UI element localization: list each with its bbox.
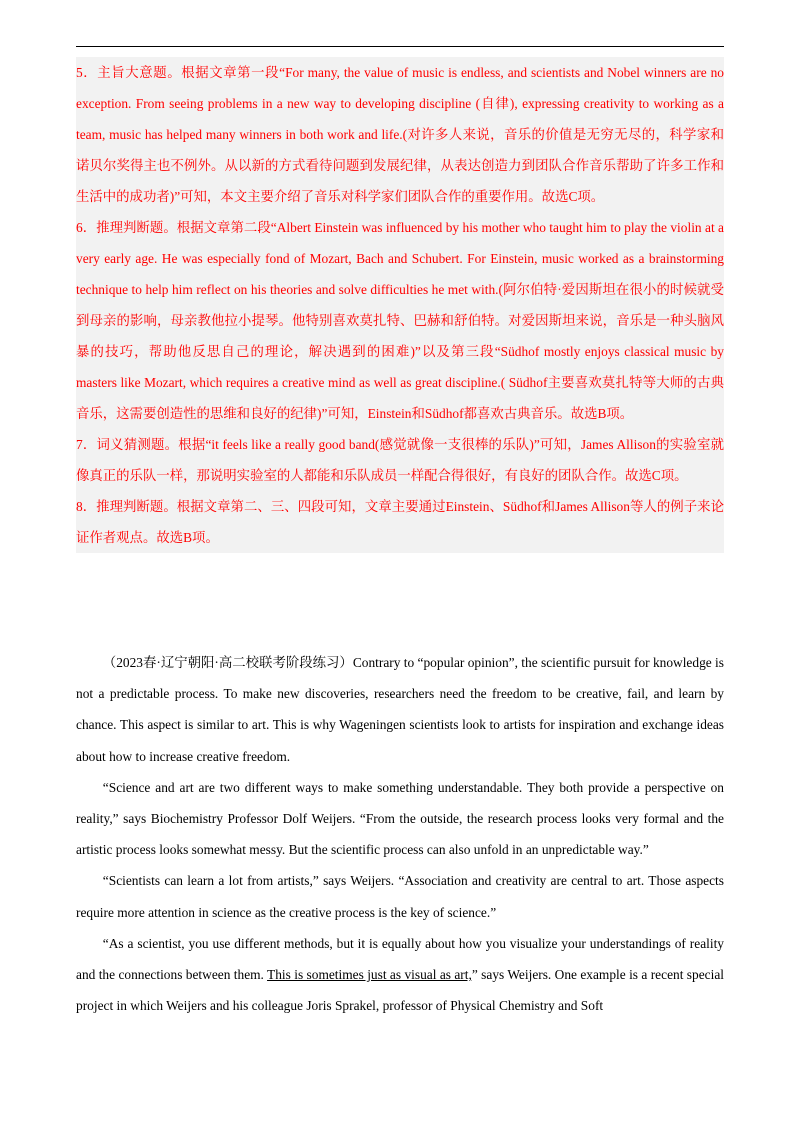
underlined-sentence: This is sometimes just as visual as art,: [267, 967, 472, 983]
passage-paragraph-3: “Scientists can learn a lot from artists,” says Weijers. “Association and creativity are central to art. Those aspects require more attention in science as the creative process is the key of science.”: [76, 873, 724, 920]
passage-p4-start: “As a scientist, you use different methods, but it is equally about how you visualize your understandings of reality and the connections between them.: [76, 935, 724, 983]
header-rule: [76, 46, 724, 47]
answer-6: 6．推理判断题。根据文章第二段“Albert Einstein was influenced by his mother who taught him to play the violin at a very early age. He was especially fond of Mozart, Bach and Schubert. For Einstein, music worked as a brainstorming technique to help him reflect on his theories and solve difficulties he met with.(阿尔伯特·爱因斯坦在很小的时候就受到母亲的影响，母亲教他拉小提琴。他特别喜欢莫扎特、巴赫和舒伯特。对爱因斯坦来说，音乐是一种头脑风暴的技巧，帮助他反思自己的理论，解决遇到的困难)”以及第三段“Südhof mostly enjoys classical music by masters like Mozart, which requires a creative mind as well as great discipline.( Südhof主要喜欢莫扎特等大师的古典音乐，这需要创造性的思维和良好的纪律)”可知，Einstein和Südhof都喜欢古典音乐。故选B项。: [76, 220, 724, 421]
passage-p4-end: ” says Weijers. One example is a recent special project in which Weijers and his colleague Joris Sprakel, professor of Physical Chemistry and Soft: [76, 967, 724, 1014]
passage-paragraph-2: “Science and art are two different ways to make something understandable. They both provide a perspective on reality,” says Biochemistry Professor Dolf Weijers. “From the outside, the research process looks very formal and the artistic process looks somewhat messy. But the scientific process can also unfold in an unpredictable way.”: [76, 779, 724, 858]
reading-passage: [76, 647, 724, 1021]
answer-7: 7．词义猜测题。根据“it feels like a really good band(感觉就像一支很棒的乐队)”可知，James Allison的实验室就像真正的乐队一样，那说明实验室的人都能和乐队成员一样配合得很好，有良好的团队合作。故选C项。: [76, 437, 724, 483]
answer-5: 5．主旨大意题。根据文章第一段“For many, the value of music is endless, and scientists and Nobel winners are no exception. From seeing problems in a new way to developing discipline (自律), expressing creativity to working as a team, music has helped many winners in both work and life.(对许多人来说，音乐的价值是无穷无尽的，科学家和诺贝尔奖得主也不例外。从以新的方式看待问题到发展纪律，从表达创造力到团队合作音乐帮助了许多工作和生活中的成功者)”可知，本文主要介绍了音乐对科学家们团队合作的重要作用。故选C项。: [76, 65, 724, 204]
answer-8: 8．推理判断题。根据文章第二、三、四段可知，文章主要通过Einstein、Südhof和James Allison等人的例子来论证作者观点。故选B项。: [76, 499, 724, 545]
passage-paragraph-4: [76, 928, 724, 1022]
answer-explanations: [76, 57, 724, 553]
passage-paragraph-1: （2023春·辽宁朝阳·高二校联考阶段练习）Contrary to “popular opinion”, the scientific pursuit for knowledge is not a predictable process. To make new discoveries, researchers need the freedom to be creative, fail, and learn by chance. This aspect is similar to art. This is why Wageningen scientists look to artists for inspiration and exchange ideas about how to increase creative freedom.: [76, 655, 724, 764]
